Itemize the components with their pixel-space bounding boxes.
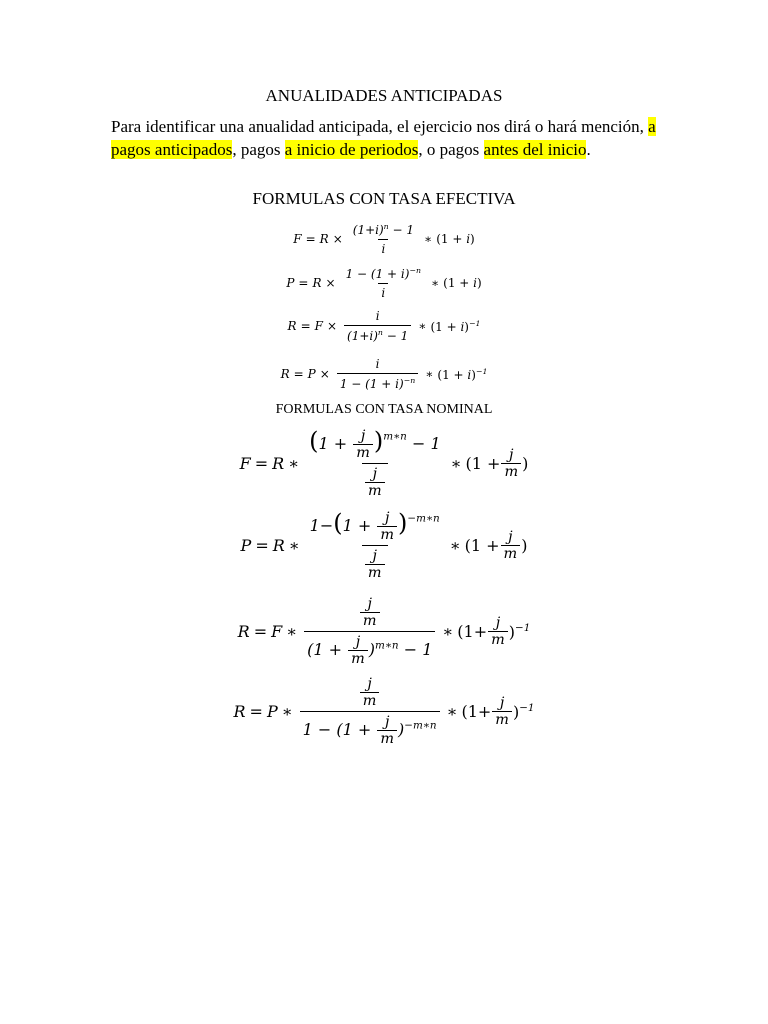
- intro-text-2: , pagos: [232, 139, 285, 159]
- formula-present-value-efectiva: P = R × $\frac{1 - (1 + i)^{-n}}{i}$ ∗ (1 + i): [286, 266, 482, 300]
- intro-text-3: , o pagos: [418, 139, 484, 159]
- highlight-antes-del-inicio: antes del inicio: [483, 139, 587, 159]
- formula-future-value-nominal: F = R ∗ (1 + $\frac{j}{m}$ )$^{m∗n}$ − 1 $\frac{j}{m}$ ∗ (1 + $\frac{j}{m}$ ): [239, 427, 529, 499]
- section-title-tasa-nominal: FORMULAS CON TASA NOMINAL: [275, 402, 493, 417]
- formula-rent-from-future-nominal: R = F ∗ $\frac{j}{m}$ (1 + $\frac{j}{m}$ )$^{m∗n}$ − 1 ∗ (1+ $\frac{j}{m}$ )$^{-1}$: [237, 596, 531, 667]
- formula-rent-from-present-nominal: R = P ∗ $\frac{j}{m}$ 1 − (1 + $\frac{j}{m}$ )$^{-m∗n}$ ∗ (1+ $\frac{j}{m}$ )$^{-1}$: [233, 676, 535, 747]
- formula-future-value-efectiva: F = R × $\frac{(1+i)^n - 1}{i}$ ∗ (1 + i): [293, 222, 475, 256]
- intro-paragraph: [111, 116, 659, 161]
- formula-rent-from-present-efectiva: R = P × $\frac{i}{1 - (1 + i)^{-n}}$ ∗ $(1 + i)^{-1}$: [280, 357, 488, 391]
- page-title: ANUALIDADES ANTICIPADAS: [265, 86, 503, 105]
- intro-text-4: .: [586, 139, 591, 159]
- formula-present-value-nominal: P = R ∗ 1−(1 + $\frac{j}{m}$ )$^{-m∗n}$ $\frac{j}{m}$ ∗ (1 + $\frac{j}{m}$ ): [240, 509, 528, 581]
- highlight-pagos-anticipados: a pagos anticipados: [111, 117, 656, 159]
- section-title-tasa-efectiva: FORMULAS CON TASA EFECTIVA: [252, 189, 516, 208]
- intro-text-1: Para identificar una anualidad anticipada, el ejercicio nos dirá o hará mención,: [111, 117, 649, 136]
- formula-rent-from-future-efectiva: R = F × $\frac{i}{(1+i)^n - 1}$ ∗ $(1 + i)^{-1}$: [287, 309, 481, 343]
- highlight-inicio-de-periodos: a inicio de periodos: [284, 139, 419, 159]
